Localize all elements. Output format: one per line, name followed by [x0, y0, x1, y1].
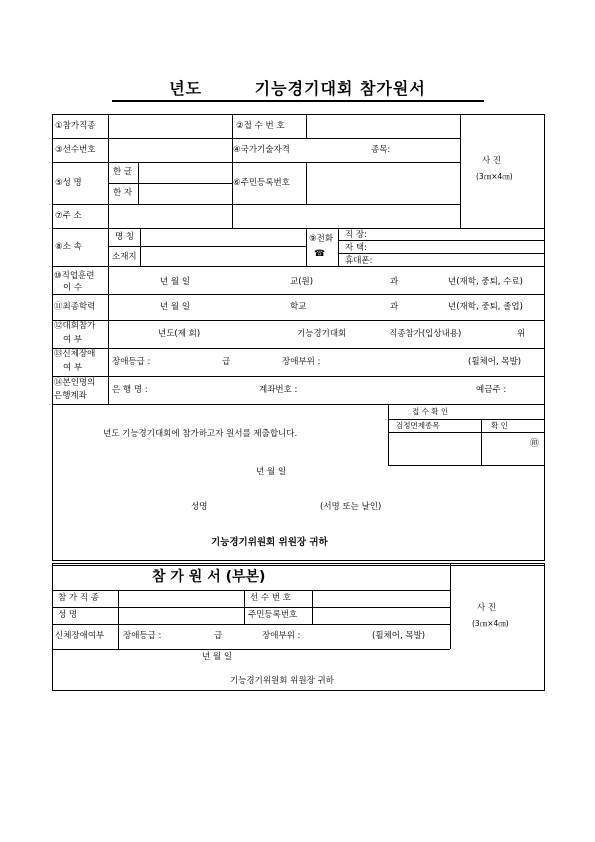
copy-recipient: 기능경기위원회 위원장 귀하: [230, 676, 334, 686]
name-hangul-label: 한 글: [113, 167, 133, 177]
confirm-col-exempt: 검정면제종목: [396, 421, 440, 430]
training-dept: 과: [390, 277, 399, 287]
photo-size: (3㎝×4㎝): [476, 172, 513, 181]
field-label-phone: ⑨전화: [309, 234, 334, 244]
confirm-header: 접 수 확 인: [412, 407, 449, 416]
field-label-trade: ①참가직종: [55, 121, 96, 131]
copy-name-input[interactable]: [119, 608, 243, 623]
photo-label: 사 진: [482, 156, 502, 166]
copy-label-disability: 신체장애여부: [55, 631, 105, 641]
copy-disability-aids: (휠체어, 목발): [372, 631, 426, 641]
field-label-training: ⑩직업훈련: [54, 271, 95, 281]
resident-no-input[interactable]: [307, 163, 459, 203]
field-label-player-no: ③선수번호: [55, 145, 96, 155]
player-no-input[interactable]: [109, 139, 231, 161]
field-label-resident-no: ⑥주민등록번호: [233, 178, 290, 188]
field-label-affiliation: ⑧소 속: [55, 242, 82, 252]
account-holder-label: 예금주 :: [476, 385, 507, 395]
education-school: 학교: [290, 302, 307, 312]
participation-year: 년도(제 회): [158, 329, 201, 339]
field-label-participation: ⑫대회참가: [54, 321, 96, 331]
copy-label-resident-no: 주민등록번호: [248, 610, 298, 620]
disability-aids: (휠체어, 목발): [468, 357, 522, 367]
seal-icon: ㊞: [530, 439, 540, 449]
copy-disability-part: 장애부위 :: [262, 631, 301, 641]
field-label-name: ⑤성 명: [55, 178, 82, 188]
sign-label: 성명: [191, 502, 208, 512]
participation-rank: 위: [517, 329, 526, 339]
affiliation-location-label: 소재지: [112, 252, 137, 262]
field-label-disability-2: 여 부: [63, 363, 83, 373]
field-label-address: ⑦주 소: [55, 211, 82, 221]
training-status: 년(재학, 중퇴, 수료): [448, 277, 523, 287]
copy-trade-input[interactable]: [119, 591, 243, 606]
title-underline: [112, 100, 484, 102]
confirm-col-check: 확 인: [491, 421, 508, 430]
copy-photo-size: (3㎝×4㎝): [472, 619, 509, 628]
participation-contest: 기능경기대회: [297, 329, 347, 339]
field-label-receipt-no: ②접 수 번 호: [236, 121, 285, 131]
participation-result: 직종참가(입상내용): [389, 329, 462, 339]
name-hanja-label: 한 자: [113, 188, 133, 198]
address-input[interactable]: [109, 205, 459, 227]
recipient: 기능경기위원회 위원장 귀하: [211, 537, 328, 548]
bank-name-label: 은 행 명 :: [112, 385, 148, 395]
copy-label-player-no: 선 수 번 호: [250, 593, 291, 603]
copy-disability-grade: 장애등급 :: [123, 631, 162, 641]
affiliation-name-label: 명 칭: [115, 232, 135, 242]
field-label-bank-account: ⑭본인명의: [54, 378, 96, 388]
receipt-no-input[interactable]: [307, 115, 459, 137]
training-school: 교(원): [290, 277, 314, 287]
field-label-disability: ⑬신체장애: [54, 349, 96, 359]
education-date: 년 월 일: [160, 302, 191, 312]
sign-note: (서명 또는 날인): [320, 502, 382, 512]
field-label-cert-item: 종목:: [371, 145, 391, 155]
copy-photo-label: 사 진: [477, 603, 497, 613]
name-hangul-input[interactable]: [139, 163, 231, 182]
copy-label-trade: 참 가 직 종: [58, 593, 99, 603]
account-no-label: 계좌번호 :: [259, 385, 298, 395]
field-label-participation-2: 여 부: [63, 335, 83, 345]
copy-disability-unit: 급: [214, 631, 223, 641]
phone-icon: ☎: [314, 249, 326, 259]
declaration-date: 년 월 일: [256, 467, 287, 477]
phone-mobile-label: 휴대폰:: [345, 256, 373, 266]
phone-work-label: 직 장:: [345, 230, 367, 240]
trade-input[interactable]: [109, 115, 231, 137]
training-date: 년 월 일: [160, 277, 191, 287]
copy-title: 참 가 원 서 (부본): [152, 569, 266, 585]
copy-resident-no-input[interactable]: [313, 608, 449, 623]
education-status: 년(재학, 중퇴, 졸업): [448, 302, 523, 312]
disability-part-label: 장애부위 :: [282, 357, 321, 367]
disability-grade-unit: 급: [222, 357, 231, 367]
copy-date: 년 월 일: [202, 652, 233, 662]
education-dept: 과: [390, 302, 399, 312]
copy-label-name: 성 명: [58, 610, 78, 620]
phone-home-label: 자 택:: [345, 243, 367, 253]
copy-player-no-input[interactable]: [313, 591, 449, 606]
field-label-training-2: 이 수: [63, 283, 83, 293]
field-label-bank-account-2: 은행계좌: [54, 391, 87, 401]
field-label-education: ⑪최종학력: [54, 302, 96, 312]
form-title: 년도 기능경기대회 참가원서: [169, 79, 426, 98]
declaration-text: 년도 기능경기대회에 참가하고자 원서를 제출합니다.: [103, 429, 298, 439]
name-hanja-input[interactable]: [139, 184, 231, 203]
disability-grade-label: 장애등급 :: [112, 357, 151, 367]
field-label-national-cert: ④국가기술자격: [233, 145, 290, 155]
